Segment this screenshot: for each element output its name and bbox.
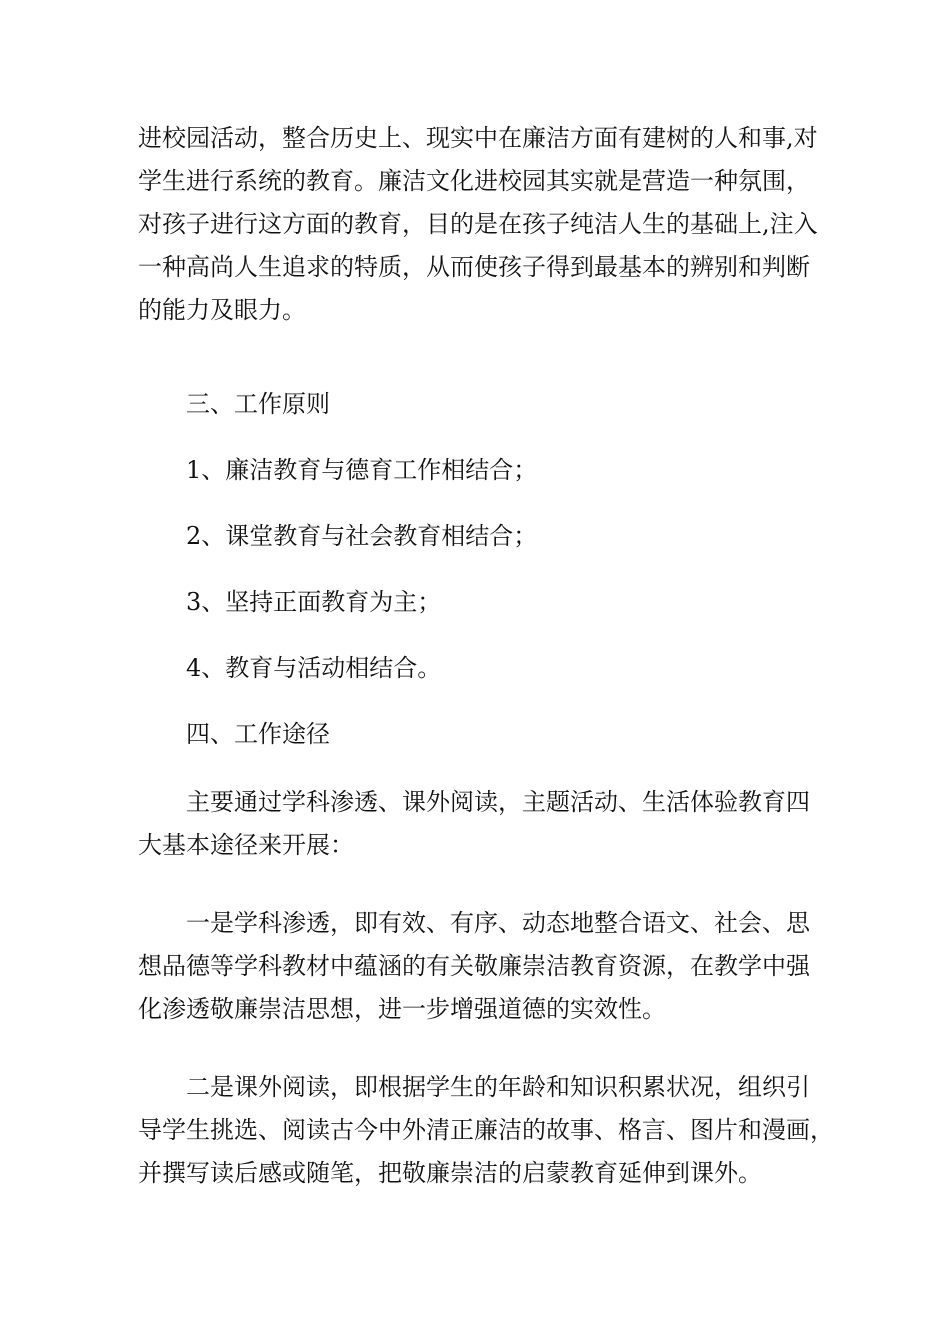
paragraph-line: 化渗透敬廉崇洁思想，进一步增强道德的实效性。 — [138, 995, 666, 1023]
section-heading-ways: 四、工作途径 — [186, 720, 330, 748]
paragraph-line: 学生进行系统的教育。廉洁文化进校园其实就是营造一种氛围， — [138, 167, 810, 195]
paragraph-line: 的能力及眼力。 — [138, 296, 306, 324]
principle-item-2: 2、课堂教育与社会教育相结合； — [186, 522, 538, 550]
extracurricular-reading-paragraph — [138, 1066, 834, 1195]
paragraph-line: 大基本途径来开展： — [138, 831, 354, 859]
paragraph-line: 一是学科渗透，即有效、有序、动态地整合语文、社会、思 — [186, 909, 810, 937]
paragraph-line: 对孩子进行这方面的教育，目的是在孩子纯洁人生的基础上,注入 — [138, 210, 818, 238]
paragraph-line: 主要通过学科渗透、课外阅读，主题活动、生活体验教育四 — [186, 788, 810, 816]
section-heading-principles: 三、工作原则 — [186, 390, 330, 418]
principle-item-4: 4、教育与活动相结合。 — [186, 654, 442, 682]
principle-item-1: 1、廉洁教育与德育工作相结合； — [186, 456, 538, 484]
paragraph-line: 进校园活动，整合历史上、现实中在廉洁方面有建树的人和事,对 — [138, 124, 818, 152]
paragraph-line: 二是课外阅读，即根据学生的年龄和知识积累状况，组织引 — [186, 1073, 810, 1101]
intro-paragraph — [138, 117, 818, 332]
principle-item-3: 3、坚持正面教育为主； — [186, 588, 442, 616]
subject-penetration-paragraph — [138, 902, 818, 1031]
ways-paragraph — [138, 781, 818, 867]
paragraph-line: 想品德等学科教材中蕴涵的有关敬廉崇洁教育资源，在教学中强 — [138, 952, 810, 980]
paragraph-line: 并撰写读后感或随笔，把敬廉崇洁的启蒙教育延伸到课外。 — [138, 1159, 762, 1187]
paragraph-line: 导学生挑选、阅读古今中外清正廉洁的故事、格言、图片和漫画， — [138, 1116, 834, 1144]
paragraph-line: 一种高尚人生追求的特质，从而使孩子得到最基本的辨别和判断 — [138, 253, 810, 281]
